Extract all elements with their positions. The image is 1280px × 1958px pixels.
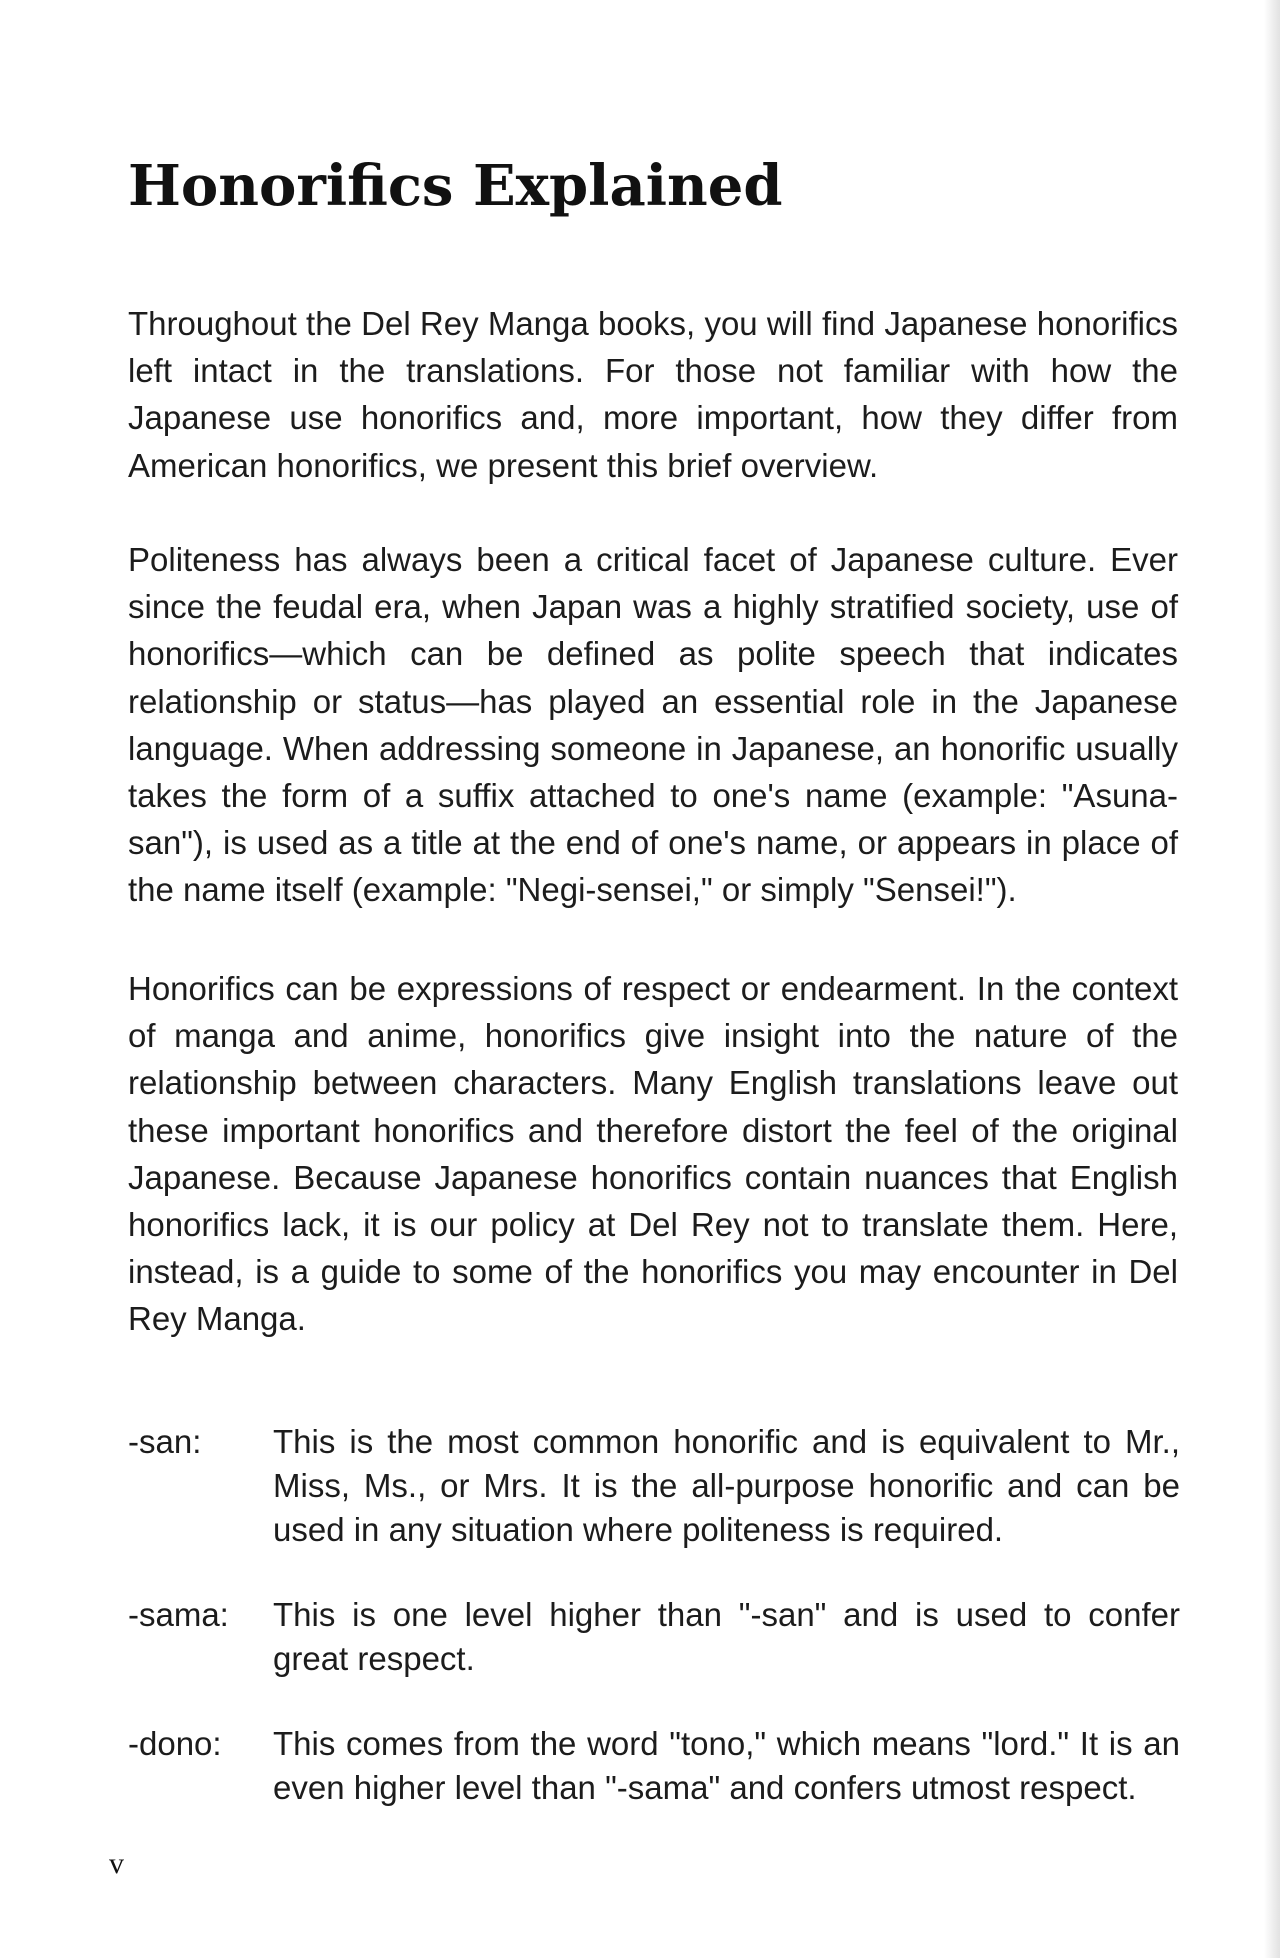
politeness-paragraph: Politeness has always been a critical facet of Japanese culture. Ever since the feudal era, when Japan was a highly stratified society, use of honorifics—which can be defined as polite speech that indicates relationship or status—has played an essential role in the Japanese language. When addressing someone in Japanese, an honorific usually takes the form of a suffix attached to one's name (example: "Asuna-san"), is used as a title at the end of one's name, or appears in place of the name itself (example: "Negi-sensei," or simply "Sensei!"). bbox=[128, 541, 1178, 909]
page-title: Honorifics Explained bbox=[128, 153, 783, 219]
page-number: v bbox=[109, 1847, 124, 1880]
honorifics-glossary bbox=[128, 1420, 1180, 1810]
glossary-entry-san bbox=[128, 1420, 1180, 1552]
glossary-entry-dono bbox=[128, 1722, 1180, 1810]
glossary-definition: This comes from the word "tono," which means "lord." It is an even higher level than "-sama" and confers utmost respect. bbox=[273, 1725, 1180, 1806]
glossary-entry-sama bbox=[128, 1593, 1180, 1681]
glossary-definition: This is one level higher than "-san" and is used to confer great respect. bbox=[273, 1596, 1180, 1677]
glossary-term: -san: bbox=[128, 1423, 202, 1460]
glossary-definition: This is the most common honorific and is equivalent to Mr., Miss, Ms., or Mrs. It is the all-purpose honorific and can be used in any situation where politeness is required. bbox=[273, 1423, 1180, 1548]
intro-paragraph: Throughout the Del Rey Manga books, you will find Japanese honorifics left intact in the translations. For those not familiar with how the Japanese use honorifics and, more important, how they differ from American honorifics, we present this brief overview. bbox=[128, 305, 1178, 484]
page-edge-shadow bbox=[1264, 0, 1280, 1958]
glossary-term: -sama: bbox=[128, 1596, 229, 1633]
respect-paragraph: Honorifics can be expressions of respect or endearment. In the context of manga and anime, honorifics give insight into the nature of the relationship between characters. Many English translations leave out these important honorifics and therefore distort the feel of the original Japanese. Because Japanese honorifics contain nuances that English honorifics lack, it is our policy at Del Rey not to translate them. Here, instead, is a guide to some of the honorifics you may encounter in Del Rey Manga. bbox=[128, 970, 1178, 1338]
glossary-term: -dono: bbox=[128, 1725, 222, 1762]
